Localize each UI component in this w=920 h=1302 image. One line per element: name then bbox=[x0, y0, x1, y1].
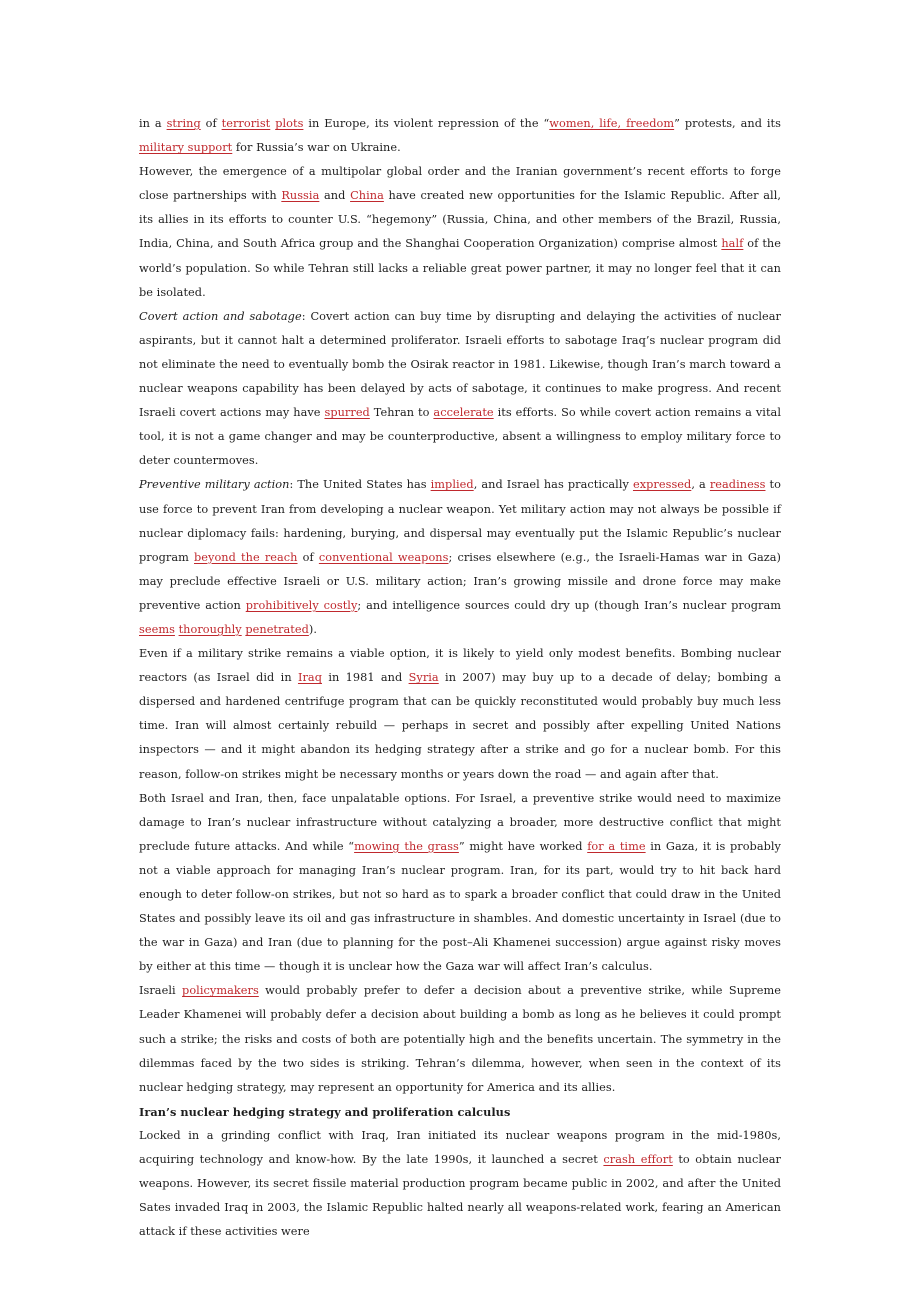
inline-link[interactable]: policymakers bbox=[182, 984, 259, 998]
text-run: Tehran to bbox=[369, 406, 434, 420]
inline-link[interactable]: seems bbox=[139, 622, 175, 636]
inline-link[interactable]: beyond the reach bbox=[194, 550, 298, 564]
text-run: Even if a military strike remains a viable option, it is likely to yield only modest benefits. Bombing nuclear reactors (as Israel did in bbox=[139, 647, 781, 685]
text-run: : Covert action can buy time by disrupting and delaying the activities of nuclear aspirants, but it cannot halt a determined proliferator. Israeli efforts to sabotage Iraq’s nuclear program did not eliminate the need to eventually bomb the Osirak reactor in 1981. Likewise, though Iran’s march toward a nuclear weapons capability has been delayed by acts of sabotage, it continues to make progress. And recent Israeli covert actions may have bbox=[139, 309, 781, 420]
body-paragraph bbox=[139, 1124, 781, 1244]
inline-link[interactable]: plots bbox=[275, 117, 304, 130]
text-run: Israeli bbox=[139, 984, 183, 998]
body-paragraph bbox=[139, 787, 781, 980]
inline-link[interactable]: Iraq bbox=[297, 671, 322, 685]
text-run: , a bbox=[691, 478, 710, 492]
body-paragraph bbox=[139, 160, 781, 305]
text-run: in 2007) may buy up to a decade of delay; bombing a dispersed and hardened centrifuge program that can be quickly reconstituted would probably buy much less time. Iran will almost certainly rebuild — perhaps in secret and possibly after expelling United Nations inspectors — and it might abandon its hedging strategy after a strike and go for a nuclear bomb. For this reason, follow-on strikes might be necessary months or years down the road — and again after that. bbox=[139, 671, 782, 781]
italic-lead-in: Preventive military action bbox=[139, 478, 290, 492]
text-run: and bbox=[319, 189, 351, 203]
text-run: in a bbox=[139, 117, 167, 130]
inline-link[interactable]: implied bbox=[430, 478, 474, 492]
text-run: Locked in a grinding conflict with Iraq, Iran initiated its nuclear weapons program in the mid-1980s, acquiring technology and know-how. By the late 1990s, it launched a secret bbox=[139, 1128, 781, 1167]
inline-link[interactable]: prohibitively costly bbox=[245, 598, 358, 612]
inline-link[interactable]: spurred bbox=[324, 406, 370, 420]
inline-link[interactable]: military support bbox=[139, 141, 233, 155]
text-run: to use force to prevent Iran from developing a nuclear weapon. Yet military action may not always be possible if nuclear diplomacy fails: hardening, burying, and dispersal may eventually put the Islamic Republic’s nuclear program bbox=[139, 478, 781, 564]
inline-link[interactable]: mowing the grass bbox=[354, 839, 459, 853]
section-heading: Iran’s nuclear hedging strategy and proliferation calculus bbox=[139, 1104, 511, 1119]
body-paragraph bbox=[139, 473, 781, 642]
inline-link[interactable]: crash effort bbox=[603, 1153, 673, 1167]
text-run: of bbox=[200, 117, 222, 130]
text-run: ; crises elsewhere (e.g., the Israeli-Hamas war in Gaza) may preclude effective Israeli or U.S. military action; Iran’s growing missile and drone force may make preventive action bbox=[139, 550, 781, 612]
text-run: have created new opportunities for the Islamic Republic. After all, its allies in its efforts to counter U.S. “hegemony” (Russia, China, and other members of the Brazil, Russia, India, China, and South Africa group and the Shanghai Cooperation Organization) comprise almost bbox=[139, 189, 781, 251]
text-run: would probably prefer to defer a decision about a preventive strike, while Supreme Leader Khamenei will probably defer a decision about building a bomb as long as he believes it could prompt such a strike; the risks and costs of both are potentially high and the benefits uncertain. The symmetry in the dilemmas faced by the two sides is striking. Tehran’s dilemma, however, when seen in the context of its nuclear hedging strategy, may represent an opportunity for America and its allies. bbox=[139, 984, 781, 1094]
text-run: : The United States has bbox=[289, 478, 431, 492]
text-run: of bbox=[297, 550, 319, 564]
text-run: ” might have worked bbox=[458, 839, 588, 853]
text-run: its efforts. So while covert action remains a vital tool, it is not a game changer and may be counterproductive, absent a willingness to employ military force to deter countermoves. bbox=[139, 406, 781, 468]
text-run: ). bbox=[308, 622, 317, 636]
inline-link[interactable]: expressed bbox=[632, 478, 692, 492]
inline-link[interactable]: half bbox=[721, 237, 744, 251]
inline-link[interactable]: for a time bbox=[587, 839, 646, 853]
text-run: for Russia’s war on Ukraine. bbox=[232, 141, 401, 155]
body-paragraph bbox=[139, 642, 781, 787]
inline-link[interactable]: string bbox=[166, 117, 201, 130]
inline-link[interactable]: readiness bbox=[709, 478, 766, 492]
body-paragraph bbox=[139, 979, 781, 1099]
text-run: Both Israel and Iran, then, face unpalatable options. For Israel, a preventive strike would need to maximize damage to Iran’s nuclear infrastructure without catalyzing a broader, more destructive conflict that might preclude future attacks. And while “ bbox=[139, 791, 781, 853]
text-run: in 1981 and bbox=[322, 671, 409, 685]
inline-link[interactable]: accelerate bbox=[433, 406, 494, 420]
inline-link[interactable]: terrorist bbox=[221, 117, 271, 130]
inline-link[interactable]: penetrated bbox=[245, 622, 309, 636]
inline-link[interactable]: conventional weapons bbox=[318, 550, 449, 564]
inline-link[interactable]: Syria bbox=[408, 671, 439, 685]
body-paragraph bbox=[139, 305, 781, 474]
text-run: in Europe, its violent repression of the “ bbox=[303, 117, 550, 130]
text-run: ” protests, and its bbox=[674, 117, 781, 130]
inline-link[interactable]: women, life, freedom bbox=[549, 117, 675, 130]
body-paragraph bbox=[139, 112, 781, 160]
text-run: , and Israel has practically bbox=[473, 478, 633, 492]
text-run: to obtain nuclear weapons. However, its secret fissile material production program became public in 2002, and after the United Sates invaded Iraq in 2003, the Islamic Republic halted nearly all weapons-related work, fearing an American attack if these activities were bbox=[139, 1153, 781, 1239]
inline-link[interactable]: Russia bbox=[281, 189, 320, 203]
inline-link[interactable]: thoroughly bbox=[178, 622, 242, 636]
inline-link[interactable]: China bbox=[350, 189, 384, 203]
italic-lead-in: Covert action and sabotage bbox=[139, 309, 302, 323]
text-run: of the world’s population. So while Tehran still lacks a reliable great power partner, it may no longer feel that it can be isolated. bbox=[139, 237, 781, 299]
text-run: ; and intelligence sources could dry up (though Iran’s nuclear program bbox=[357, 598, 782, 612]
document-page bbox=[139, 112, 781, 1244]
text-run: However, the emergence of a multipolar global order and the Iranian government’s recent efforts to forge close partnerships with bbox=[139, 165, 781, 203]
text-run: in Gaza, it is probably not a viable approach for managing Iran’s nuclear program. Iran, for its part, would try to hit back hard enough to deter follow-on strikes, but not so hard as to spark a broader conflict that could draw in the United States and possibly leave its oil and gas infrastructure in shambles. And domestic uncertainty in Israel (due to the war in Gaza) and Iran (due to planning for the post–Ali Khamenei succession) argue against risky moves by either at this time — though it is unclear how the Gaza war will affect Iran’s calculus. bbox=[139, 839, 781, 974]
